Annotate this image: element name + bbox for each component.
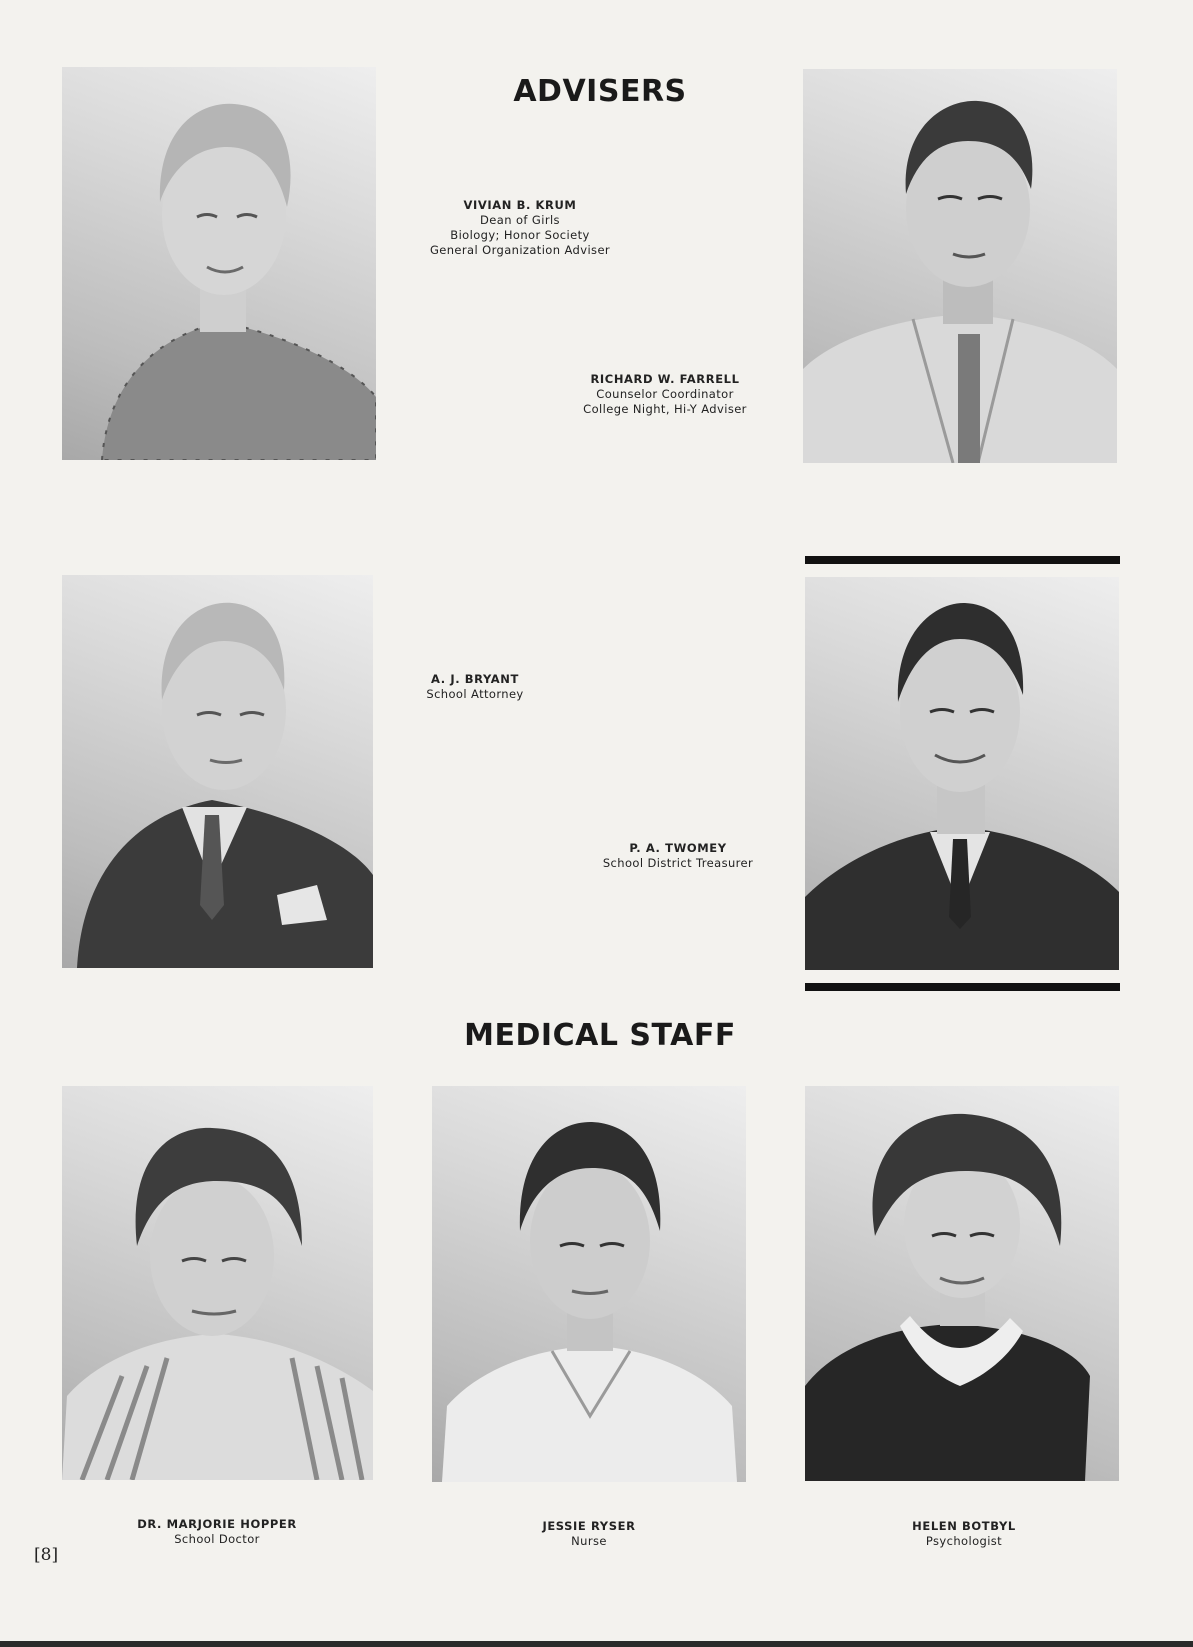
person-role: Counselor Coordinator: [596, 387, 734, 401]
caption-aj-bryant: [395, 672, 555, 702]
top-rule: [805, 556, 1120, 564]
person-role: Dean of Girls: [480, 213, 560, 227]
portrait-richard-farrell: [803, 69, 1117, 463]
person-name: A. J. BRYANT: [431, 672, 519, 686]
caption-richard-farrell: [535, 372, 795, 417]
caption-marjorie-hopper: [107, 1517, 327, 1547]
person-role: Nurse: [571, 1534, 607, 1548]
portrait-pa-twomey: [805, 577, 1119, 970]
caption-helen-botbyl: [884, 1519, 1044, 1549]
bottom-rule: [805, 983, 1120, 991]
portrait-helen-botbyl: [805, 1086, 1119, 1481]
medical-staff-heading: MEDICAL STAFF: [464, 1018, 736, 1053]
person-role: Biology; Honor Society: [450, 228, 590, 242]
caption-vivian-krum: [385, 198, 655, 258]
person-role: College Night, Hi-Y Adviser: [583, 402, 747, 416]
person-name: RICHARD W. FARRELL: [590, 372, 740, 386]
person-name: HELEN BOTBYL: [912, 1519, 1016, 1533]
portrait-vivian-krum: [62, 67, 376, 460]
person-name: P. A. TWOMEY: [629, 841, 727, 855]
person-role: School Doctor: [174, 1532, 260, 1546]
advisers-heading: ADVISERS: [513, 74, 687, 109]
person-role: Psychologist: [925, 1534, 1003, 1548]
caption-jessie-ryser: [509, 1519, 669, 1549]
person-name: VIVIAN B. KRUM: [463, 198, 577, 212]
portrait-aj-bryant: [62, 575, 373, 968]
portrait-jessie-ryser: [432, 1086, 746, 1482]
person-role: School District Treasurer: [602, 856, 754, 870]
portrait-marjorie-hopper: [62, 1086, 373, 1480]
person-name: DR. MARJORIE HOPPER: [137, 1517, 297, 1531]
page-number: [8]: [34, 1545, 59, 1565]
caption-pa-twomey: [578, 841, 778, 871]
person-role: General Organization Adviser: [429, 243, 611, 257]
person-name: JESSIE RYSER: [542, 1519, 636, 1533]
page-edge: [0, 1641, 1193, 1647]
person-role: School Attorney: [426, 687, 524, 701]
